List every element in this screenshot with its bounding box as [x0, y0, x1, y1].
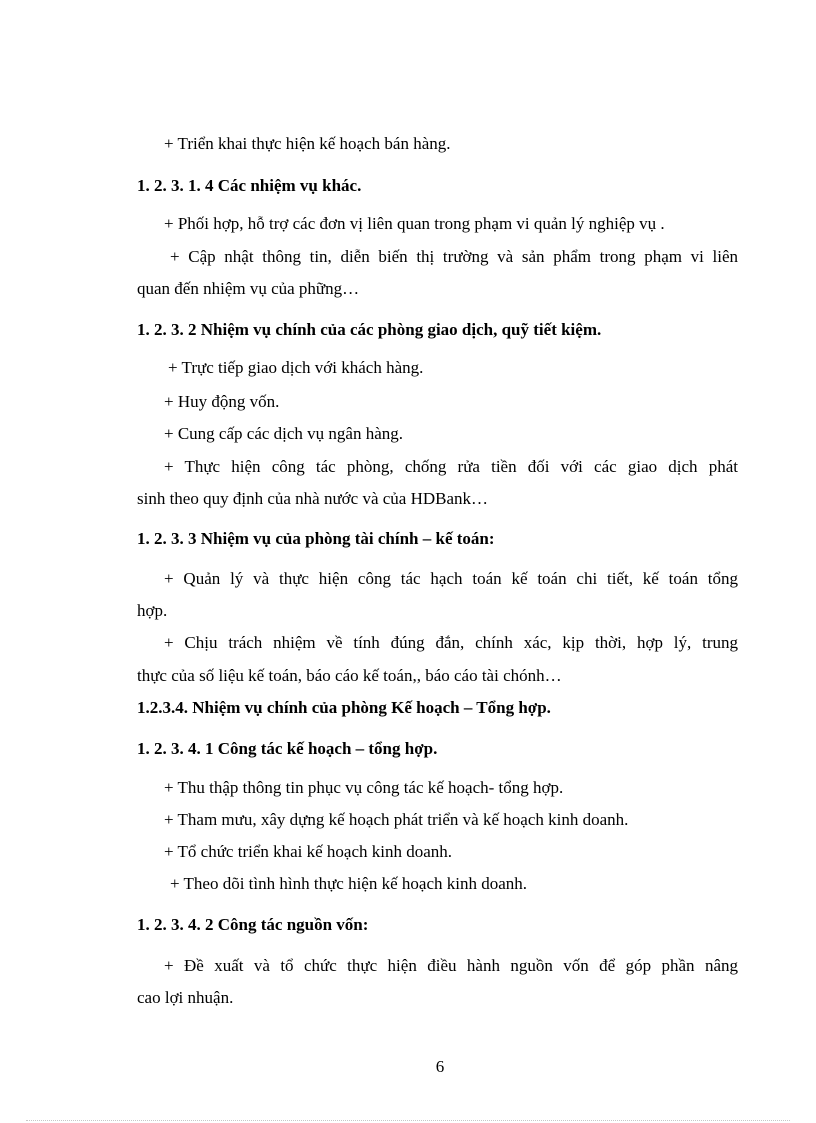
bullet-responsibility: + Chịu trách nhiệm về tính đúng đắn, chính xác, kịp thời, hợp lý, trung — [164, 633, 738, 652]
bullet-direct-transactions: + Trực tiếp giao dịch với khách hàng. — [168, 358, 424, 377]
bullet-raise-capital: + Huy động vốn. — [164, 392, 280, 411]
bullet-manage-accounting: + Quản lý và thực hiện công tác hạch toán kế toán chi tiết, kế toán tổng — [164, 569, 738, 588]
bullet-organize-plan: + Tổ chức triển khai kế hoạch kinh doanh. — [164, 842, 453, 861]
bullet-propose-capital: + Đề xuất và tổ chức thực hiện điều hành nguồn vốn để góp phần nâng — [164, 956, 738, 975]
bullet-responsibility-cont: thực của số liệu kế toán, báo cáo kế toán,, báo cáo tài chónh… — [137, 666, 562, 685]
page-bottom-divider — [26, 1120, 790, 1121]
bullet-update-info: + Cập nhật thông tin, diễn biến thị trường và sản phẩm trong phạm vi liên — [170, 247, 738, 266]
heading-other-tasks: 1. 2. 3. 1. 4 Các nhiệm vụ khác. — [137, 176, 362, 195]
bullet-banking-services: + Cung cấp các dịch vụ ngân hàng. — [164, 424, 404, 443]
bullet-update-info-cont: quan đến nhiệm vụ của phững… — [137, 279, 360, 298]
bullet-anti-money-laundering-cont: sinh theo quy định của nhà nước và của HDBank… — [137, 489, 489, 508]
heading-transaction-offices: 1. 2. 3. 2 Nhiệm vụ chính của các phòng giao dịch, quỹ tiết kiệm. — [137, 320, 602, 339]
bullet-coordinate-support: + Phối hợp, hỗ trợ các đơn vị liên quan trong phạm vi quản lý nghiệp vụ . — [164, 214, 665, 233]
heading-finance-accounting: 1. 2. 3. 3 Nhiệm vụ của phòng tài chính – kế toán: — [137, 529, 495, 548]
bullet-monitor-plan: + Theo dõi tình hình thực hiện kế hoạch kinh doanh. — [170, 874, 528, 893]
bullet-manage-accounting-cont: hợp. — [137, 601, 168, 620]
bullet-sales-plan: + Triển khai thực hiện kế hoạch bán hàng. — [164, 134, 451, 153]
bullet-anti-money-laundering: + Thực hiện công tác phòng, chống rửa tiền đối với các giao dịch phát — [164, 457, 738, 476]
bullet-advise-plan: + Tham mưu, xây dựng kế hoạch phát triển và kế hoạch kinh doanh. — [164, 810, 629, 829]
heading-capital-work: 1. 2. 3. 4. 2 Công tác nguồn vốn: — [137, 915, 369, 934]
heading-planning-department: 1.2.3.4. Nhiệm vụ chính của phòng Kế hoạch – Tổng hợp. — [137, 698, 551, 717]
page-number: 6 — [435, 1057, 445, 1076]
bullet-collect-info: + Thu thập thông tin phục vụ công tác kế hoạch- tổng hợp. — [164, 778, 564, 797]
bullet-propose-capital-cont: cao lợi nhuận. — [137, 988, 234, 1007]
heading-planning-work: 1. 2. 3. 4. 1 Công tác kế hoạch – tổng hợp. — [137, 739, 438, 758]
